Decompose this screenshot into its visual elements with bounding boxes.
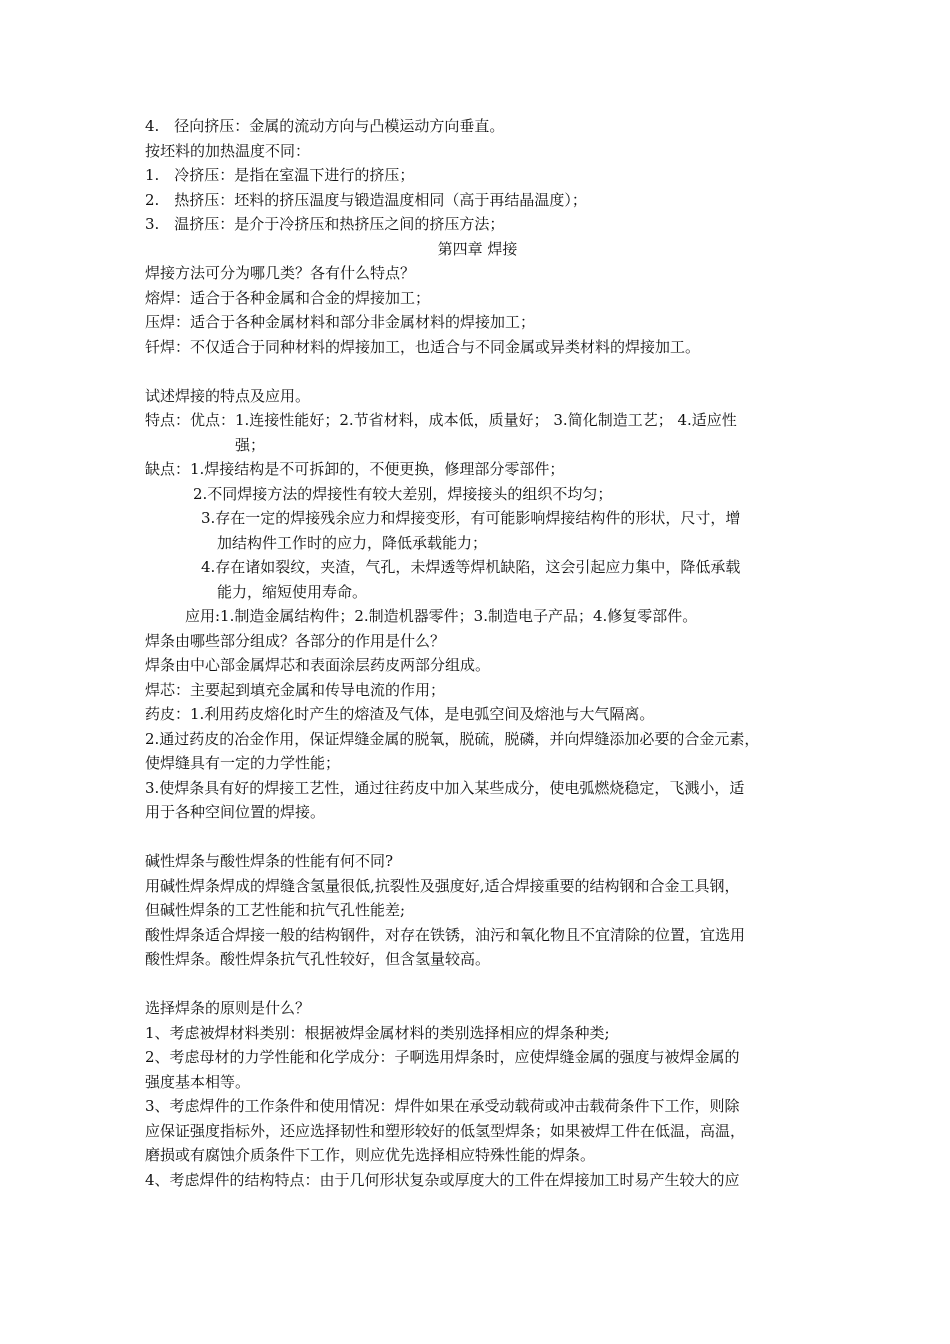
text-line: 2.通过药皮的冶金作用，保证焊缝金属的脱氧，脱硫，脱磷，并向焊缝添加必要的合金元素， xyxy=(145,729,760,748)
text-line: 使焊缝具有一定的力学性能； xyxy=(145,754,341,772)
text-line: 3. 温挤压：是介于冷挤压和热挤压之间的挤压方法； xyxy=(145,215,505,233)
text-line: 钎焊：不仅适合于同种材料的焊接加工，也适合与不同金属或异类材料的焊接加工。 xyxy=(145,337,701,356)
text-line: 4. 径向挤压：金属的流动方向与凸模运动方向垂直。 xyxy=(145,117,505,135)
text-line: 强度基本相等。 xyxy=(145,1072,251,1091)
text-line: 3、考虑焊件的工作条件和使用情况：焊件如果在承受动载荷或冲击载荷条件下工作，则除 xyxy=(145,1097,740,1115)
text-line: 磨损或有腐蚀介质条件下工作，则应优先选择相应特殊性能的焊条。 xyxy=(145,1146,596,1164)
chapter-title: 第四章 焊接 xyxy=(437,239,518,258)
question-heading: 焊条由哪些部分组成？各部分的作用是什么？ xyxy=(145,631,446,650)
question-heading: 焊接方法可分为哪几类？各有什么特点？ xyxy=(145,264,416,282)
disadvantages-line: 缺点：1.焊接结构是不可拆卸的，不便更换，修理部分零部件； xyxy=(145,460,565,478)
text-line: 1. 冷挤压：是指在室温下进行的挤压； xyxy=(145,166,415,184)
question-heading: 选择焊条的原则是什么？ xyxy=(145,999,311,1017)
text-line: 酸性焊条适合焊接一般的结构钢件，对存在铁锈，油污和氧化物且不宜清除的位置，宜选用 xyxy=(145,925,746,944)
text-line: 焊芯：主要起到填充金属和传导电流的作用； xyxy=(145,680,446,699)
text-line: 应保证强度指标外，还应选择韧性和塑形较好的低氢型焊条；如果被焊工件在低温，高温， xyxy=(145,1121,746,1140)
text-line: 但碱性焊条的工艺性能和抗气孔性能差; xyxy=(145,901,406,919)
text-line: 压焊：适合于各种金属材料和部分非金属材料的焊接加工； xyxy=(145,313,536,331)
text-line: 用于各种空间位置的焊接。 xyxy=(145,803,326,821)
text-line: 3.使焊条具有好的焊接工艺性，通过往药皮中加入某些成分，使电弧燃烧稳定，飞溅小，适 xyxy=(145,778,745,797)
text-line: 酸性焊条。酸性焊条抗气孔性较好，但含氢量较高。 xyxy=(145,950,491,968)
blank-line xyxy=(145,359,810,384)
text-line: 按坯料的加热温度不同： xyxy=(145,141,311,160)
advantages-line: 特点：优点：1.连接性能好；2.节省材料，成本低，质量好； 3.简化制造工艺； 4.适应性 xyxy=(145,411,737,429)
applications-line: 应用:1.制造金属结构件；2.制造机器零件；3.制造电子产品；4.修复零部件。 xyxy=(185,607,698,625)
text-line: 2. 热挤压：坯料的挤压温度与锻造温度相同（高于再结晶温度）； xyxy=(145,190,587,209)
text-line: 药皮：1.利用药皮熔化时产生的熔渣及气体，是电弧空间及熔池与大气隔离。 xyxy=(145,705,655,723)
question-heading: 碱性焊条与酸性焊条的性能有何不同? xyxy=(145,852,394,870)
advantages-line-continued: 强； xyxy=(235,435,266,454)
question-heading: 试述焊接的特点及应用。 xyxy=(145,386,311,405)
disadvantages-line: 3.存在一定的焊接残余应力和焊接变形，有可能影响焊接结构件的形状，尺寸，增 xyxy=(201,509,741,527)
text-line: 1、考虑被焊材料类别：根据被焊金属材料的类别选择相应的焊条种类; xyxy=(145,1023,610,1042)
document-page xyxy=(145,114,810,1192)
disadvantages-line-continued: 能力，缩短使用寿命。 xyxy=(217,582,368,601)
text-line: 2、考虑母材的力学性能和化学成分：子啊选用焊条时，应使焊缝金属的强度与被焊金属的 xyxy=(145,1048,740,1066)
text-line: 用碱性焊条焊成的焊缝含氢量很低,抗裂性及强度好,适合焊接重要的结构钢和合金工具钢， xyxy=(145,876,740,895)
disadvantages-line: 4.存在诸如裂纹，夹渣，气孔，未焊透等焊机缺陷，这会引起应力集中，降低承载 xyxy=(201,558,741,576)
blank-line xyxy=(145,972,810,997)
text-line: 熔焊：适合于各种金属和合金的焊接加工； xyxy=(145,288,431,307)
text-line: 焊条由中心部金属焊芯和表面涂层药皮两部分组成。 xyxy=(145,656,491,674)
disadvantages-line: 2.不同焊接方法的焊接性有较大差别，焊接接头的组织不均匀； xyxy=(193,484,613,503)
blank-line xyxy=(145,825,810,850)
disadvantages-line-continued: 加结构件工作时的应力，降低承载能力； xyxy=(217,533,488,552)
text-line: 4、考虑焊件的结构特点：由于几何形状复杂或厚度大的工件在焊接加工时易产生较大的应 xyxy=(145,1170,740,1189)
